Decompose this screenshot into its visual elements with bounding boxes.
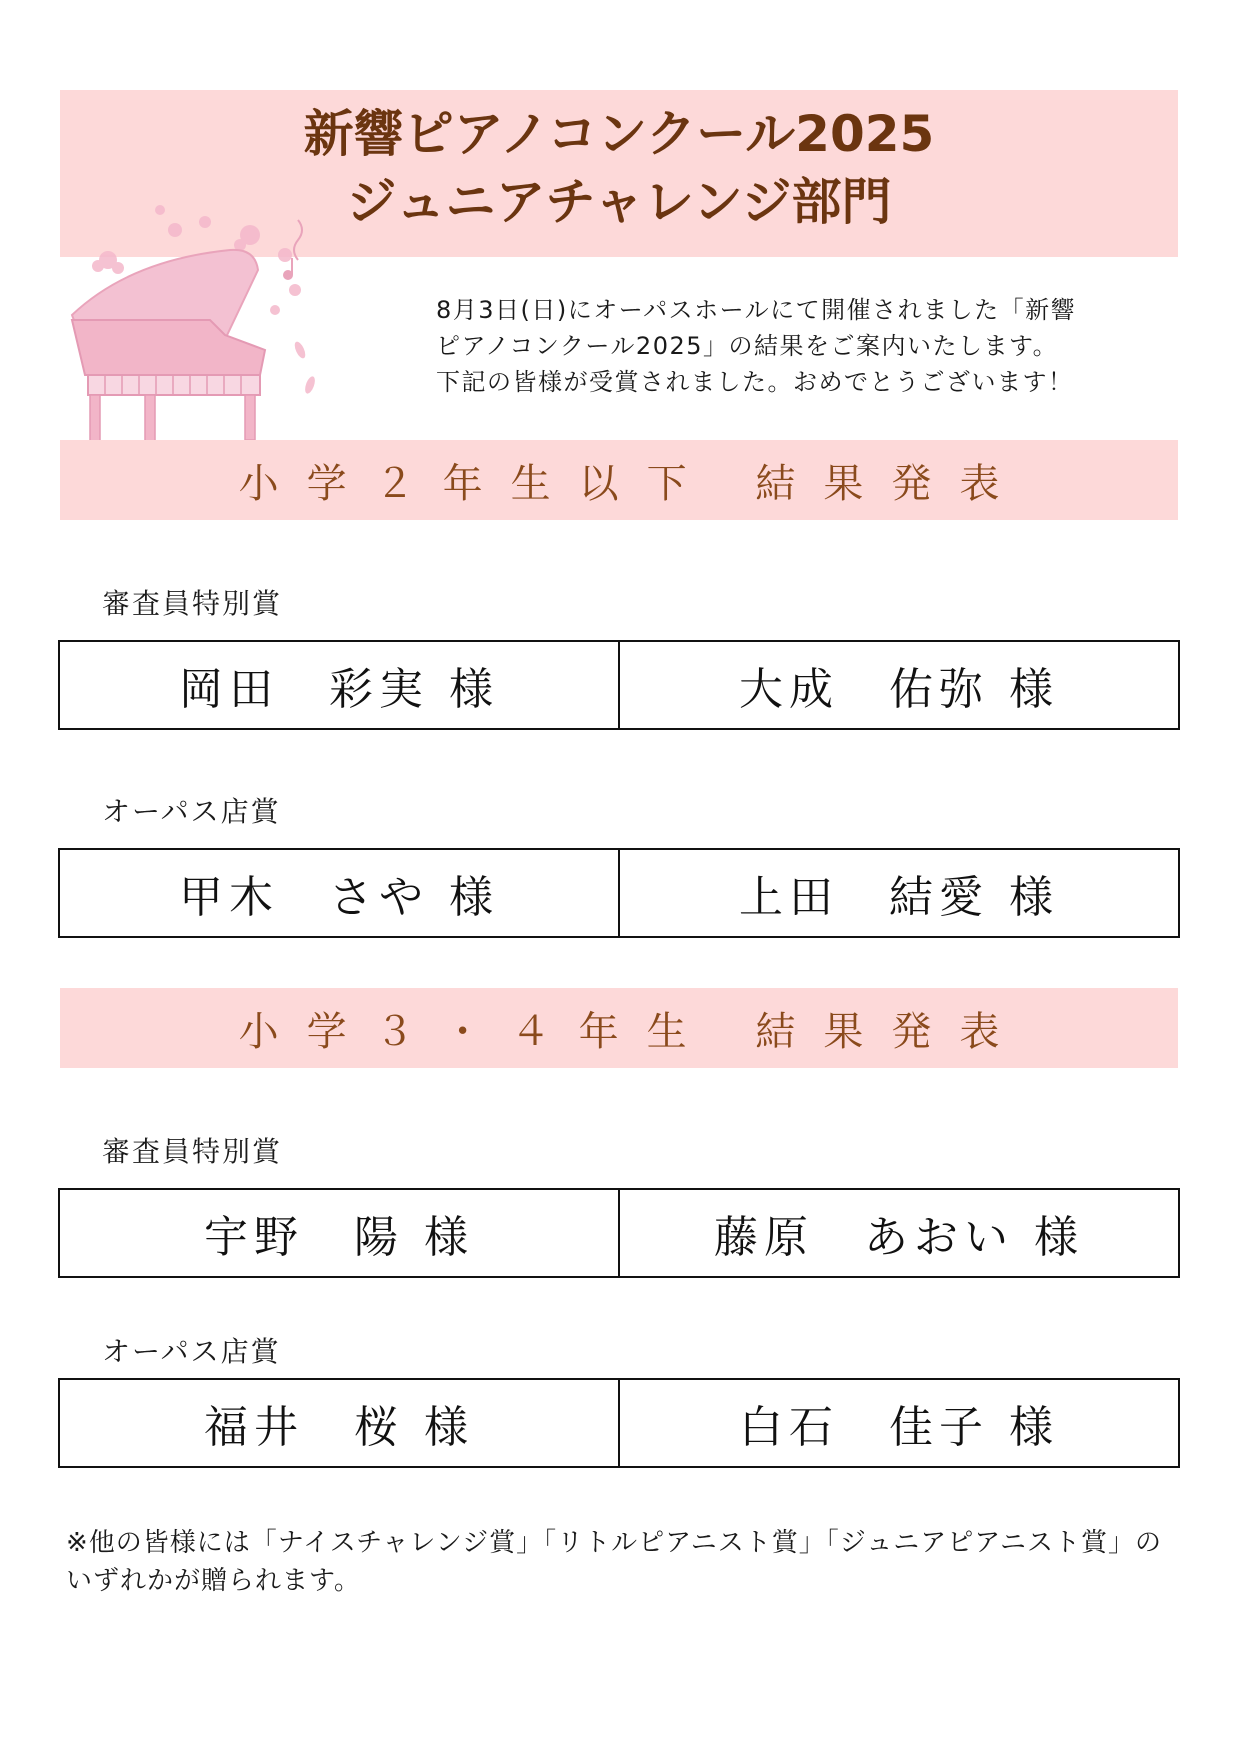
award-names-row	[58, 848, 1180, 938]
page-subtitle: ジュニアチャレンジ部門	[346, 173, 892, 231]
award-names-row	[58, 1378, 1180, 1468]
piano-illustration	[60, 200, 330, 470]
section-heading-text: 小学２年生以下 結果発表	[238, 460, 1028, 507]
winner-name: 藤原 あおい 様	[618, 1190, 1178, 1276]
winner-name: 大成 佑弥 様	[618, 642, 1178, 728]
section-heading-text: 小学３・４年生 結果発表	[238, 1008, 1028, 1055]
winner-name: 上田 結愛 様	[618, 850, 1178, 936]
intro-line: 8月3日(日)にオーパスホールにて開催されました「新響	[436, 296, 1077, 324]
award-label: 審査員特別賞	[102, 1135, 283, 1168]
winner-name: 岡田 彩実 様	[179, 664, 499, 715]
winner-name: 福井 桜 様	[204, 1402, 474, 1453]
winner-name: 宇野 陽 様	[204, 1212, 474, 1263]
intro-line: 下記の皆様が受賞されました。おめでとうございます！	[436, 368, 1074, 396]
award-names-row	[58, 1188, 1180, 1278]
award-label: 審査員特別賞	[102, 587, 283, 620]
section-heading-grade34	[60, 988, 1178, 1068]
winner-name: 甲木 さや 様	[179, 872, 499, 923]
footnote: ※他の皆様には「ナイスチャレンジ賞」「リトルピアニスト賞」「ジュニアピアニスト賞」のいずれかが贈られます。	[66, 1528, 1162, 1596]
award-names-row	[58, 640, 1180, 730]
winner-name: 白石 佳子 様	[618, 1380, 1178, 1466]
award-label: オーパス店賞	[102, 1335, 281, 1368]
intro-text	[436, 292, 1176, 400]
section-heading-grade2	[60, 440, 1178, 520]
award-label: オーパス店賞	[102, 795, 281, 828]
intro-line: ピアノコンクール2025」の結果をご案内いたします。	[436, 332, 1059, 360]
page-title: 新響ピアノコンクール2025	[303, 105, 935, 163]
